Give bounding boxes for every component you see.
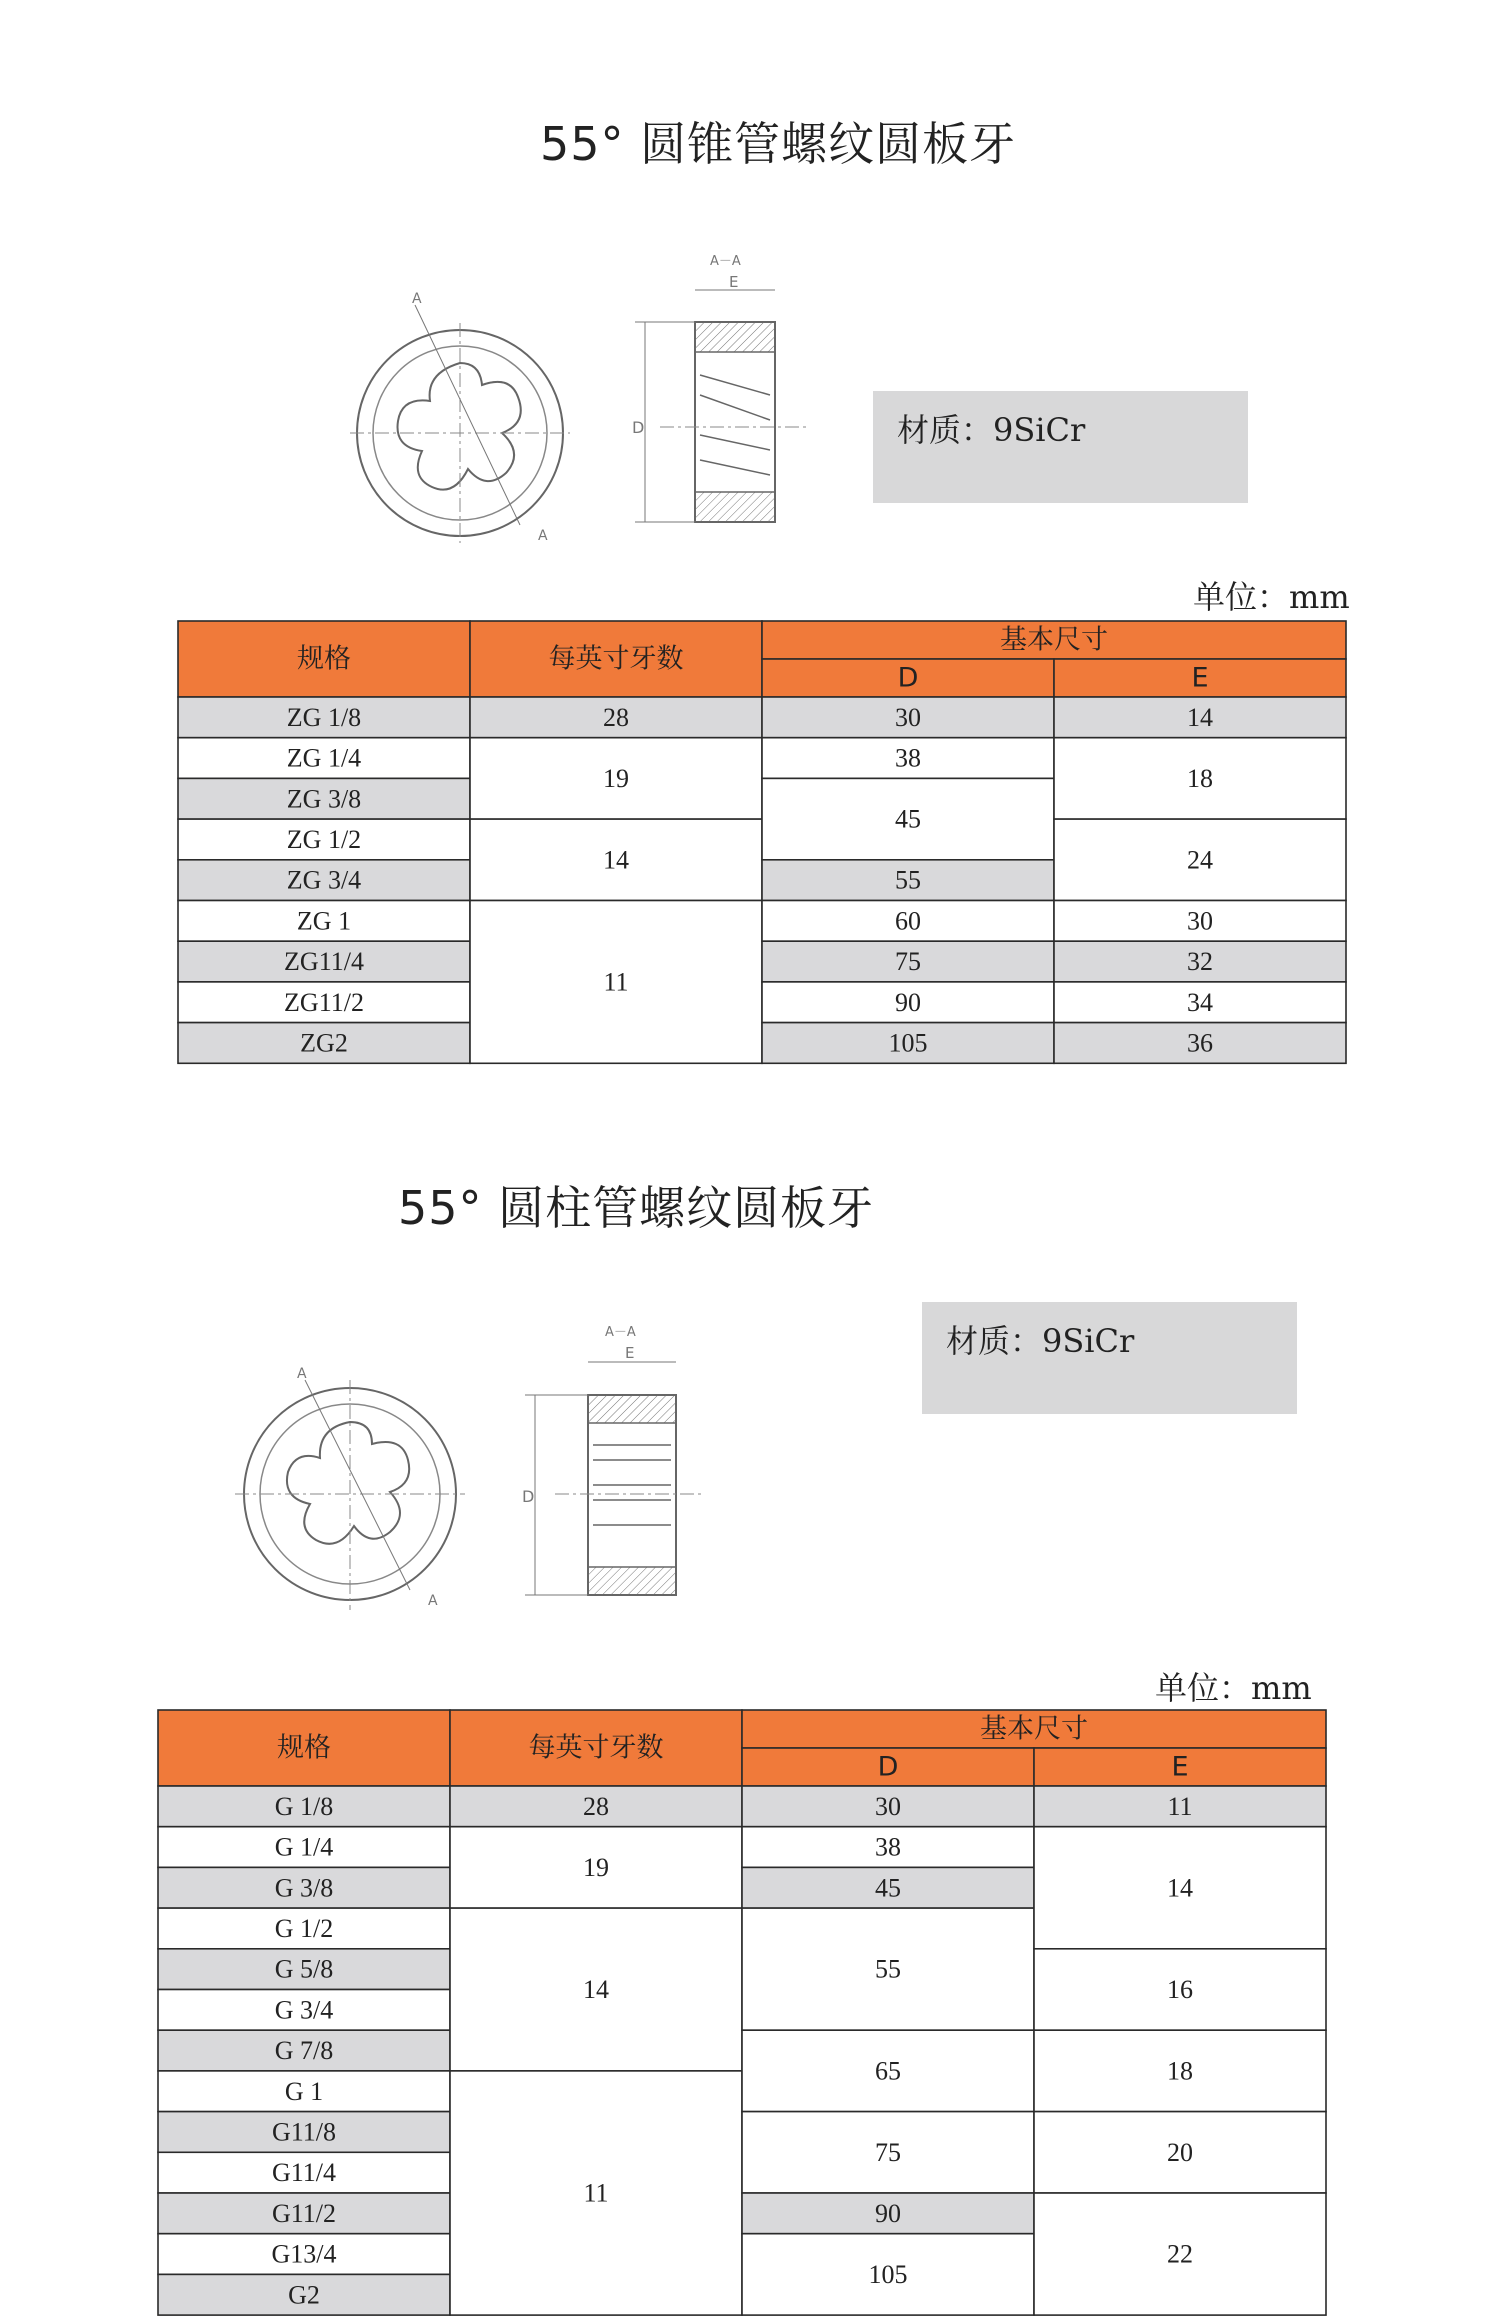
section2-spec-value: G 3/4	[274, 1995, 334, 2025]
section1-tpi-value: 19	[603, 763, 629, 793]
section2-tpi-value: 19	[583, 1852, 609, 1882]
section2-spec-value: G 5/8	[274, 1954, 334, 1984]
section2-d-value: 38	[875, 1832, 901, 1862]
section2-mark-a-bottom: A	[428, 1593, 438, 1609]
section1-header-spec-label: 规格	[297, 643, 351, 675]
section2-spec-value: G11/2	[271, 2198, 337, 2228]
section1-header-basic-label: 基本尺寸	[1000, 624, 1108, 656]
section1-d-value: 55	[895, 865, 921, 895]
section2-e-value: 14	[1167, 1873, 1193, 1903]
section2-spec-value: G11/8	[271, 2117, 337, 2147]
section1-dim-e: E	[729, 273, 739, 291]
section1-spec-table	[177, 620, 1347, 1065]
section1-mark-a-bottom: A	[538, 528, 548, 544]
section2-d-value: 65	[875, 2056, 901, 2086]
section2-d-value: 90	[875, 2198, 901, 2228]
section2-header-e-label: E	[1171, 1751, 1189, 1783]
section2-e-value: 20	[1167, 2137, 1193, 2167]
section1-spec-value: ZG11/2	[284, 987, 364, 1017]
section1-tpi-value: 11	[603, 967, 629, 997]
section1-header-d-label: D	[897, 662, 919, 694]
section2-spec-value: G13/4	[271, 2239, 337, 2269]
section1-e-value: 34	[1187, 987, 1213, 1017]
section1-spec-value: ZG 3/4	[286, 865, 362, 895]
section2-d-value: 30	[875, 1791, 901, 1821]
section2-spec-value: G 1/2	[274, 1913, 334, 1943]
section1-tpi-value: 28	[603, 702, 629, 732]
section2-header-basic-label: 基本尺寸	[980, 1713, 1088, 1745]
section1-die-svg	[340, 245, 820, 545]
section1-e-value: 18	[1187, 763, 1213, 793]
section1-e-value: 36	[1187, 1028, 1213, 1058]
section2-e-value: 16	[1167, 1975, 1193, 2004]
section2-d-value: 105	[868, 2259, 908, 2289]
section2-tpi-value: 28	[583, 1791, 609, 1821]
section2-unit-label: 单位：mm	[1155, 1669, 1312, 1707]
section1-e-value: 32	[1187, 947, 1213, 977]
section2-tpi-value: 14	[583, 1975, 609, 2004]
section2-header-tpi-label: 每英寸牙数	[528, 1732, 664, 1764]
section2-e-value: 22	[1167, 2239, 1193, 2269]
section2-header-d-label: D	[877, 1751, 899, 1783]
section2-die-drawing	[225, 1310, 705, 1610]
section1-d-value: 90	[895, 987, 921, 1017]
section2-mark-aa: A－A	[605, 1325, 636, 1340]
section1-dim-d: D	[632, 418, 645, 437]
section1-spec-value: ZG 1	[296, 906, 352, 936]
section2-d-value: 55	[875, 1954, 901, 1984]
section1-spec-value: ZG 1/8	[286, 702, 362, 732]
section1-e-value: 14	[1187, 702, 1213, 732]
section2-table-svg	[157, 1709, 1327, 2317]
section1-die-drawing	[340, 245, 820, 545]
section1-material-box: 材质：9SiCr	[873, 391, 1248, 503]
section2-die-svg	[225, 1310, 705, 1610]
section2-e-value: 11	[1167, 1791, 1193, 1821]
section2-dim-e: E	[625, 1344, 635, 1362]
section2-spec-value: G 1/4	[274, 1832, 334, 1862]
section2-spec-value: G 1/8	[274, 1791, 334, 1821]
section1-mark-a-top: A	[412, 291, 422, 307]
section2-e-value: 18	[1167, 2056, 1193, 2086]
section1-title: 55° 圆锥管螺纹圆板牙	[540, 117, 1017, 171]
section2-title: 55° 圆柱管螺纹圆板牙	[398, 1181, 875, 1235]
section1-tpi-value: 14	[603, 845, 629, 875]
section2-spec-value: G 1	[284, 2076, 324, 2106]
section2-header-spec-label: 规格	[277, 1732, 331, 1764]
section1-spec-value: ZG 1/4	[286, 743, 362, 773]
section2-d-value: 75	[875, 2137, 901, 2167]
section1-d-value: 30	[895, 702, 921, 732]
section2-spec-value: G 7/8	[274, 2036, 334, 2066]
section1-d-value: 38	[895, 743, 921, 773]
section1-unit-label: 单位：mm	[1193, 578, 1350, 616]
section1-d-value: 60	[895, 906, 921, 936]
section1-spec-value: ZG11/4	[284, 947, 364, 977]
section1-e-value: 24	[1187, 845, 1213, 875]
section2-mark-a-top: A	[297, 1366, 307, 1382]
section1-header-e-label: E	[1191, 662, 1209, 694]
section2-d-value: 45	[875, 1873, 901, 1903]
section2-tpi-value: 11	[583, 2178, 609, 2208]
section2-material-box: 材质：9SiCr	[922, 1302, 1297, 1414]
section2-spec-value: G11/4	[271, 2158, 337, 2188]
section1-spec-value: ZG2	[300, 1028, 348, 1058]
section2-spec-value: G2	[288, 2280, 320, 2310]
section1-d-value: 105	[888, 1028, 928, 1058]
section2-spec-value: G 3/8	[274, 1873, 334, 1903]
section1-mark-aa: A－A	[710, 254, 741, 269]
section1-table-svg	[177, 620, 1347, 1065]
section1-spec-value: ZG 1/2	[286, 824, 362, 854]
section1-d-value: 45	[895, 804, 921, 834]
section1-e-value: 30	[1187, 906, 1213, 936]
section2-spec-table	[157, 1709, 1327, 2317]
section1-d-value: 75	[895, 947, 921, 977]
section2-dim-d: D	[522, 1487, 535, 1506]
section1-header-tpi-label: 每英寸牙数	[548, 643, 684, 675]
section1-spec-value: ZG 3/8	[286, 784, 362, 814]
